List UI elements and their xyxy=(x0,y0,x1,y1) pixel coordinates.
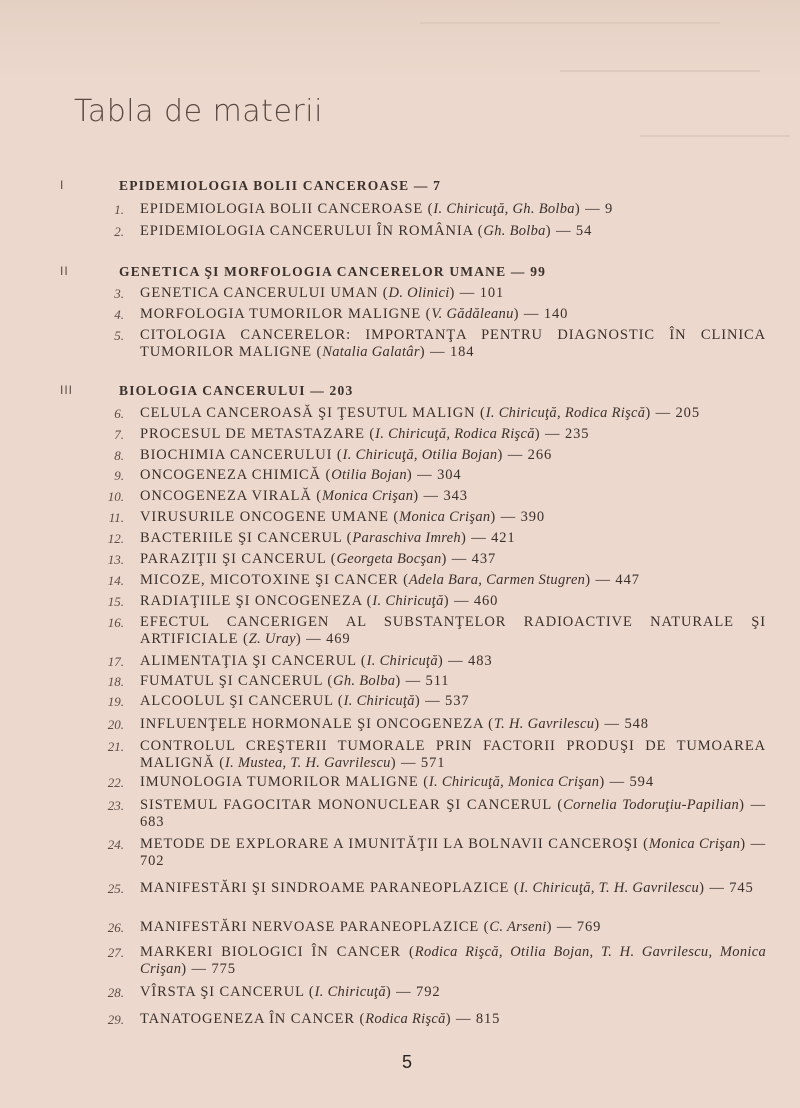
entry-text: RADIAŢIILE ŞI ONCOGENEZA (I. Chiricuţă) — 460 xyxy=(140,593,499,609)
entry-number: 6. xyxy=(114,406,124,421)
entry-author: I. Chiricuţă, Monica Crişan xyxy=(428,774,600,790)
entry-number: 29. xyxy=(107,1012,124,1027)
entry-text: BIOCHIMIA CANCERULUI (I. Chiricuţă, Otilia Bojan) — 266 xyxy=(140,447,553,463)
entry-author: I. Mustea, T. H. Gavrilescu xyxy=(225,755,391,771)
entry-text: EPIDEMIOLOGIA CANCERULUI ÎN ROMÂNIA (Gh. Bolba) — 54 xyxy=(140,223,593,239)
entry-author: C. Arseni xyxy=(489,919,547,935)
entry-number: 8. xyxy=(114,448,124,463)
entry-text: VÎRSTA ŞI CANCERUL (I. Chiricuţă) — 792 xyxy=(140,984,441,1000)
entry-number: 15. xyxy=(107,594,124,609)
entry-text: MICOZE, MICOTOXINE ŞI CANCER (Adela Bara, Carmen Stugren) — 447 xyxy=(140,572,640,588)
entry-text: SISTEMUL FAGOCITAR MONONUCLEAR ŞI CANCERUL (Cornelia Todoruţiu-Papilian) — 683 xyxy=(140,797,766,830)
entry-text: MARKERI BIOLOGICI ÎN CANCER (Rodica Rişcă, Otilia Bojan, T. H. Gavrilescu, Monica Crişan) — 775 xyxy=(140,944,766,977)
entry-text: INFLUENŢELE HORMONALE ŞI ONCOGENEZA (T. H. Gavrilescu) — 548 xyxy=(140,716,649,732)
section-roman: I xyxy=(60,178,65,192)
entry-author: T. H. Gavrilescu xyxy=(493,716,595,732)
entry-number: 1. xyxy=(114,202,124,217)
entry-author: Monica Crişan xyxy=(399,509,491,525)
entry-number: 18. xyxy=(107,674,124,689)
entry-number: 25. xyxy=(107,881,124,896)
section-title: EPIDEMIOLOGIA BOLII CANCEROASE — 7 xyxy=(119,178,442,193)
section-roman: III xyxy=(60,383,74,397)
entry-text: VIRUSURILE ONCOGENE UMANE (Monica Crişan) — 390 xyxy=(140,509,546,525)
entry-author: I. Chiricuţă, T. H. Gavrilescu xyxy=(519,880,700,896)
entry-author: Cornelia Todoruţiu-Papilian xyxy=(563,797,740,813)
section-title: GENETICA ŞI MORFOLOGIA CANCERELOR UMANE — 99 xyxy=(119,264,547,279)
entry-text: MANIFESTĂRI ŞI SINDROAME PARANEOPLAZICE (I. Chiricuţă, T. H. Gavrilescu) — 745 xyxy=(140,880,754,896)
entry-number: 10. xyxy=(107,489,124,504)
entry-text: PARAZIŢII ŞI CANCERUL (Georgeta Bocşan) — 437 xyxy=(140,551,497,567)
entry-author: I. Chiricuţă xyxy=(372,593,444,609)
entry-author: I. Chiricuţă xyxy=(343,693,415,709)
entry-number: 27. xyxy=(107,945,124,960)
entry-text: METODE DE EXPLORARE A IMUNITĂŢII LA BOLNAVII CANCEROŞI (Monica Crişan) — 702 xyxy=(140,836,767,869)
entry-author: Gh. Bolba xyxy=(333,673,396,689)
entry-number: 2. xyxy=(114,224,124,239)
entry-author: Gh. Bolba xyxy=(483,223,546,239)
section-title: BIOLOGIA CANCERULUI — 203 xyxy=(119,383,354,398)
entry-number: 28. xyxy=(107,985,124,1000)
entry-author: Natalia Galatâr xyxy=(322,344,420,360)
entry-number: 23. xyxy=(107,798,124,813)
entry-text: PROCESUL DE METASTAZARE (I. Chiricuţă, Rodica Rişcă) — 235 xyxy=(140,426,590,442)
entry-text: ONCOGENEZA VIRALĂ (Monica Crişan) — 343 xyxy=(140,488,468,504)
entry-number: 24. xyxy=(107,837,124,852)
entry-author: I. Chiricuţă xyxy=(314,984,386,1000)
entry-author: Otilia Bojan xyxy=(331,467,407,483)
entry-author: I. Chiricuţă, Gh. Bolba xyxy=(433,201,575,217)
entry-number: 9. xyxy=(114,468,124,483)
entry-text: CELULA CANCEROASĂ ŞI ŢESUTUL MALIGN (I. Chiricuţă, Rodica Rişcă) — 205 xyxy=(140,405,700,421)
entry-number: 16. xyxy=(107,615,124,630)
entry-text: CITOLOGIA CANCERELOR: IMPORTANŢA PENTRU DIAGNOSTIC ÎN CLINICA TUMORILOR MALIGNE (Natalia Galatâr) — 184 xyxy=(140,327,766,360)
entry-text: TANATOGENEZA ÎN CANCER (Rodica Rişcă) — 815 xyxy=(140,1011,501,1027)
entry-number: 5. xyxy=(114,328,124,343)
entry-text: CONTROLUL CREŞTERII TUMORALE PRIN FACTORII PRODUŞI DE TUMOAREA MALIGNĂ (I. Mustea, T. H. Gavrilescu) — 571 xyxy=(140,738,766,771)
entry-number: 19. xyxy=(107,694,124,709)
entry-text: ALIMENTAŢIA ŞI CANCERUL (I. Chiricuţă) — 483 xyxy=(140,653,493,669)
entry-text: GENETICA CANCERULUI UMAN (D. Olinici) — 101 xyxy=(140,285,505,301)
entry-number: 14. xyxy=(107,573,124,588)
entry-author: Monica Crişan xyxy=(648,836,741,852)
entry-number: 17. xyxy=(107,654,124,669)
entry-text: IMUNOLOGIA TUMORILOR MALIGNE (I. Chiricuţă, Monica Crişan) — 594 xyxy=(140,774,654,790)
entry-text: MORFOLOGIA TUMORILOR MALIGNE (V. Gădăleanu) — 140 xyxy=(140,306,569,322)
entry-author: Paraschiva Imreh xyxy=(352,530,461,546)
entry-author: I. Chiricuţă xyxy=(366,653,438,669)
entry-author: I. Chiricuţă, Otilia Bojan xyxy=(342,447,498,463)
entry-number: 11. xyxy=(108,510,124,525)
entry-number: 21. xyxy=(107,739,124,754)
entry-text: EPIDEMIOLOGIA BOLII CANCEROASE (I. Chiricuţă, Gh. Bolba) — 9 xyxy=(140,201,614,217)
page-title: Tabla de materii xyxy=(74,94,323,129)
entry-author: Rodica Rişcă, Otilia Bojan, T. H. Gavrilescu, Monica Crişan xyxy=(140,944,766,977)
entry-text: BACTERIILE ŞI CANCERUL (Paraschiva Imreh) — 421 xyxy=(140,530,516,546)
entry-number: 26. xyxy=(107,920,124,935)
section-roman: II xyxy=(60,264,69,278)
entry-author: Georgeta Bocşan xyxy=(336,551,442,567)
page-number: 5 xyxy=(402,1052,413,1072)
entry-author: Rodica Rişcă xyxy=(365,1011,446,1027)
entry-author: I. Chiricuţă, Rodica Rişcă xyxy=(485,405,646,421)
entry-text: MANIFESTĂRI NERVOASE PARANEOPLAZICE (C. Arseni) — 769 xyxy=(140,919,602,935)
entry-author: D. Olinici xyxy=(388,285,450,301)
entry-number: 22. xyxy=(107,775,124,790)
entry-text: FUMATUL ŞI CANCERUL (Gh. Bolba) — 511 xyxy=(140,673,450,689)
entry-number: 3. xyxy=(114,286,124,301)
entry-author: V. Gădăleanu xyxy=(431,306,514,322)
entry-text: ONCOGENEZA CHIMICĂ (Otilia Bojan) — 304 xyxy=(140,467,462,483)
entry-number: 4. xyxy=(114,307,124,322)
entry-author: Z. Uray xyxy=(248,631,296,647)
entry-number: 20. xyxy=(107,717,124,732)
entry-author: Adela Bara, Carmen Stugren xyxy=(408,572,586,588)
entry-text: EFECTUL CANCERIGEN AL SUBSTANŢELOR RADIOACTIVE NATURALE ŞI ARTIFICIALE (Z. Uray) — 469 xyxy=(140,614,766,647)
entry-number: 7. xyxy=(114,427,124,442)
entry-number: 13. xyxy=(107,552,124,567)
entry-number: 12. xyxy=(107,531,124,546)
entry-text: ALCOOLUL ŞI CANCERUL (I. Chiricuţă) — 537 xyxy=(140,693,470,709)
entry-author: I. Chiricuţă, Rodica Rişcă xyxy=(375,426,535,442)
entry-author: Monica Crişan xyxy=(321,488,414,504)
